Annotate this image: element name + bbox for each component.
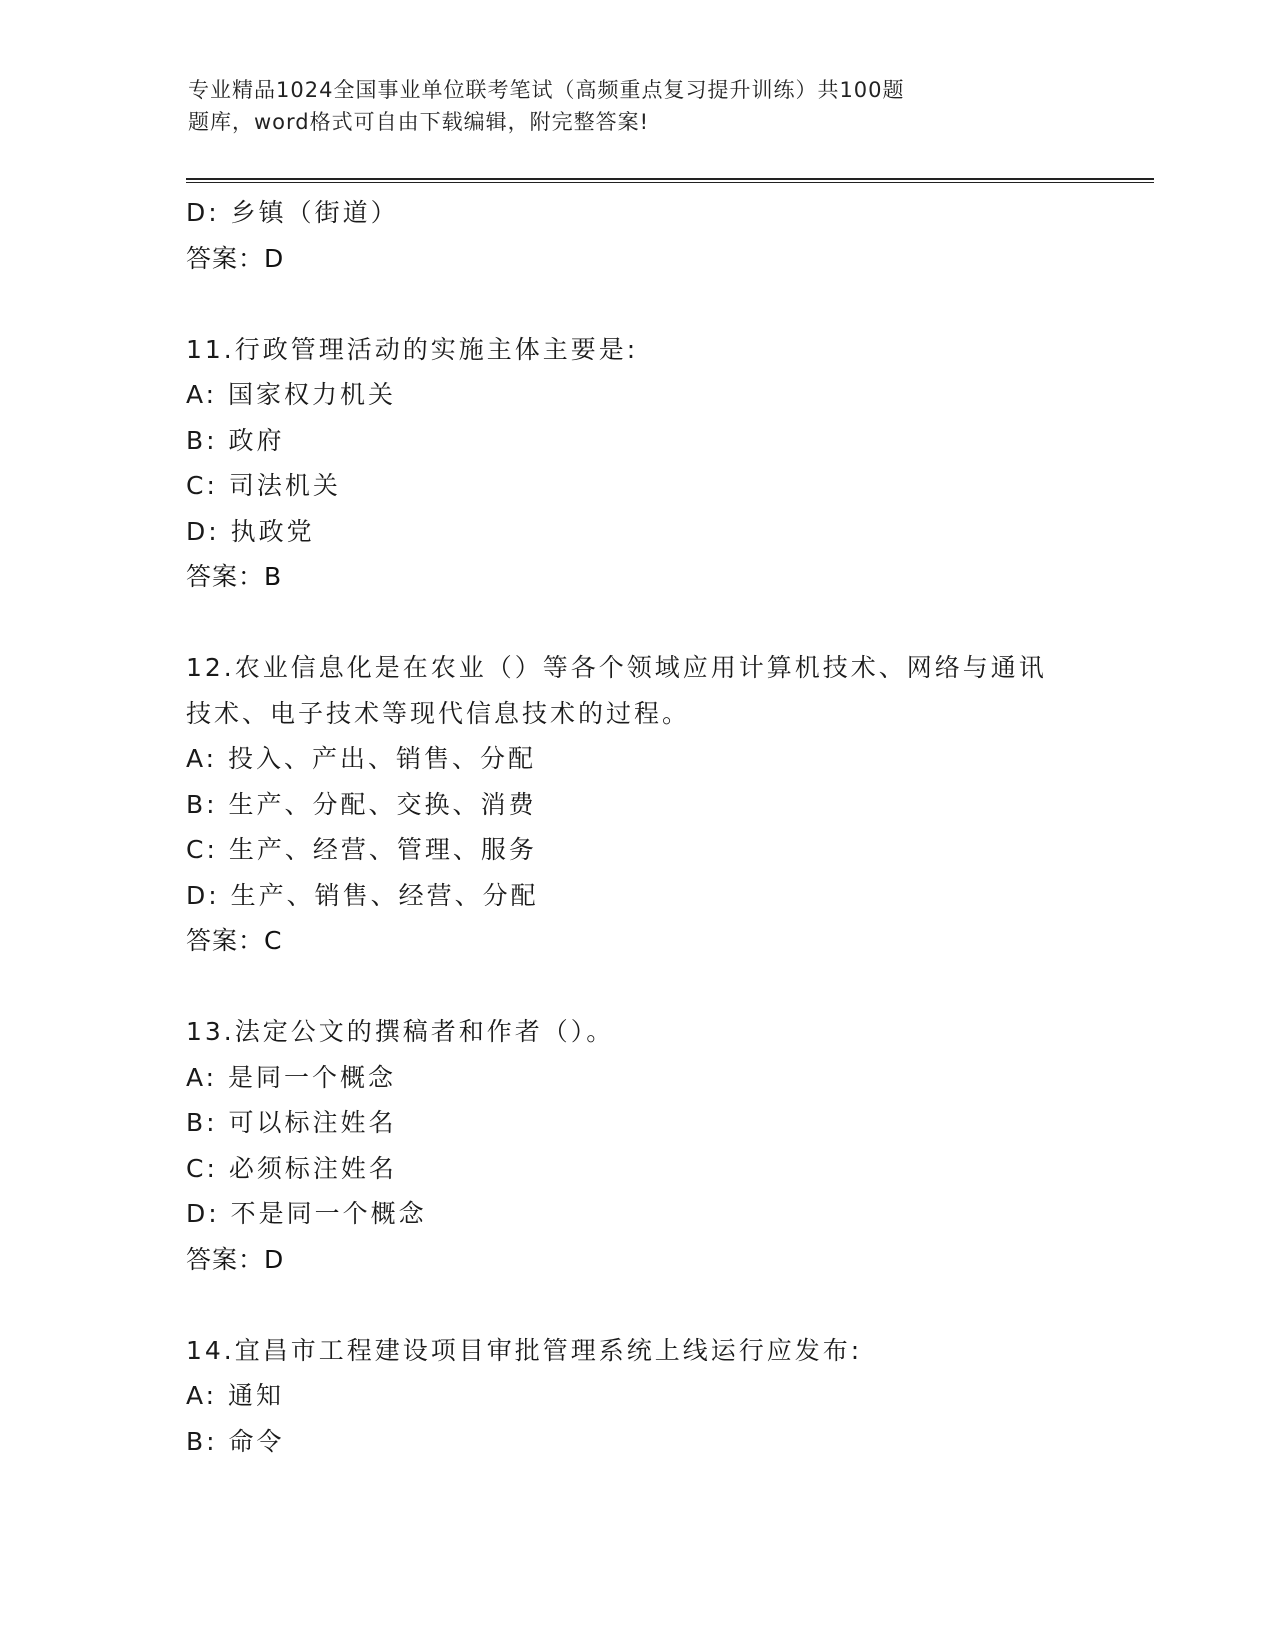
option-a: A: 是同一个概念 <box>186 1062 397 1092</box>
option-a: A: 通知 <box>186 1381 285 1410</box>
question-text-line-2: 技术、电子技术等现代信息技术的过程。 <box>186 698 691 728</box>
question-text: 13.法定公文的撰稿者和作者（）。 <box>186 1017 615 1046</box>
question-text: 11.行政管理活动的实施主体主要是: <box>186 334 639 364</box>
header-title-line-1: 专业精品1024全国事业单位联考笔试（高频重点复习提升训练）共100题 <box>188 78 905 102</box>
option-c: C: 必须标注姓名 <box>186 1153 397 1183</box>
option-d: D: 不是同一个概念 <box>186 1199 427 1228</box>
header-divider-thick <box>186 178 1154 180</box>
question-text-line-1: 12.农业信息化是在农业（）等各个领域应用计算机技术、网络与通讯 <box>186 653 1047 682</box>
option-c: C: 生产、经营、管理、服务 <box>186 835 537 864</box>
spacer <box>186 282 1146 327</box>
document-header <box>188 74 1018 138</box>
option-d: D: 执政党 <box>186 516 315 546</box>
answer-label: 答案：D <box>186 1244 285 1274</box>
question-14 <box>186 1328 1146 1465</box>
spacer <box>186 964 1146 1009</box>
option-d: D: 乡镇（街道） <box>186 198 399 227</box>
answer-label: 答案：C <box>186 926 283 955</box>
option-b: B: 可以标注姓名 <box>186 1108 397 1137</box>
option-a: A: 国家权力机关 <box>186 380 397 409</box>
answer-label: 答案：B <box>186 562 283 591</box>
question-13 <box>186 1009 1146 1283</box>
option-b: B: 命令 <box>186 1426 285 1456</box>
question-12 <box>186 645 1146 964</box>
header-title-line-2: 题库，word格式可自由下载编辑，附完整答案! <box>188 110 650 134</box>
option-a: A: 投入、产出、销售、分配 <box>186 744 537 773</box>
spacer <box>186 1283 1146 1328</box>
option-b: B: 政府 <box>186 425 285 455</box>
option-b: B: 生产、分配、交换、消费 <box>186 789 537 819</box>
question-list <box>186 190 1146 1464</box>
spacer <box>186 600 1146 645</box>
header-divider-thin <box>186 182 1154 183</box>
question-10-tail <box>186 190 1146 282</box>
question-11 <box>186 327 1146 601</box>
option-d: D: 生产、销售、经营、分配 <box>186 880 539 910</box>
option-c: C: 司法机关 <box>186 471 341 500</box>
answer-label: 答案：D <box>186 243 285 273</box>
question-text: 14.宜昌市工程建设项目审批管理系统上线运行应发布: <box>186 1335 863 1365</box>
